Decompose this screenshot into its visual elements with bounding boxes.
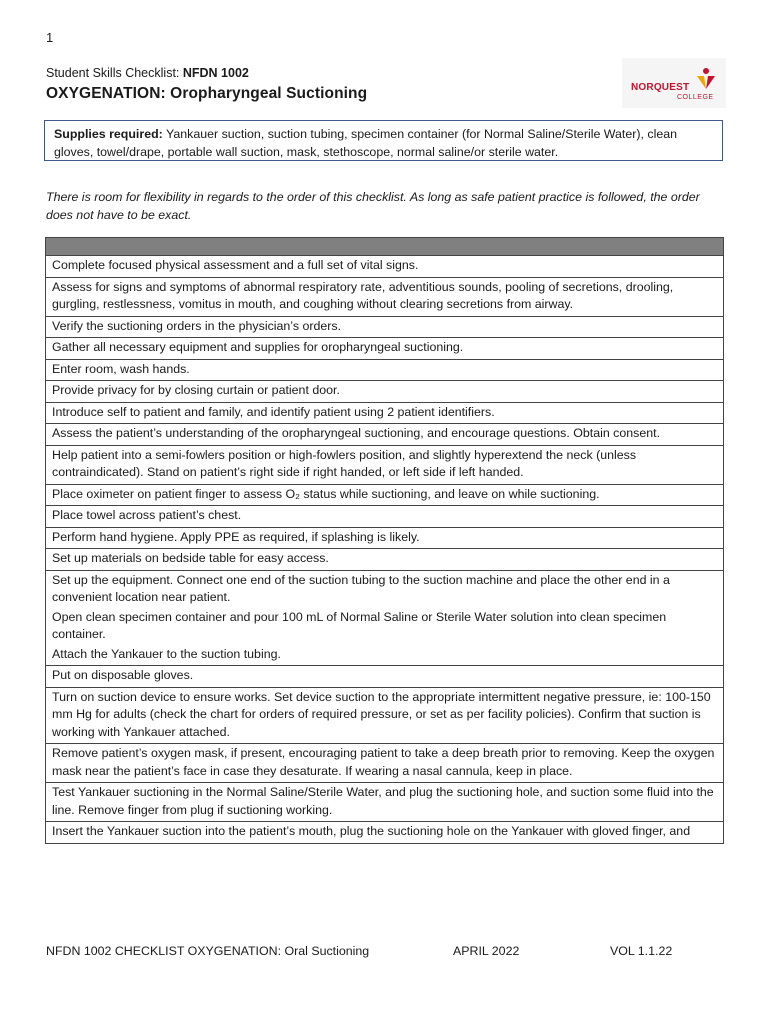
- supplies-text: Yankauer suction, suction tubing, specimen container (for Normal Saline/Sterile Water), clean gloves, towel/drape, portable wall suction, mask, stethoscope, normal saline/or sterile water.: [54, 127, 678, 159]
- logo-mark-icon: [694, 67, 718, 93]
- checklist-header-bar: [46, 238, 723, 256]
- checklist-row: Help patient into a semi-fowlers position or high-fowlers position, and slightly hyperextend the neck (unless contraindicated). Stand on patient’s right side if right handed, or left side if left handed.: [46, 446, 723, 485]
- supplies-label: Supplies required:: [54, 127, 163, 141]
- logo-subtext: COLLEGE: [677, 94, 714, 101]
- checklist-row: Assess the patient’s understanding of the oropharyngeal suctioning, and encourage questions. Obtain consent.: [46, 424, 723, 446]
- checklist-row: Remove patient’s oxygen mask, if present, encouraging patient to take a deep breath prior to removing. Keep the oxygen mask near the patient’s face in case they desaturate. If wearing a nasal cannula, keep in place.: [46, 744, 723, 783]
- checklist-row: Gather all necessary equipment and supplies for oropharyngeal suctioning.: [46, 338, 723, 360]
- footer-document-name: NFDN 1002 CHECKLIST OXYGENATION: Oral Suctioning: [46, 944, 370, 958]
- checklist-row: Open clean specimen container and pour 100 mL of Normal Saline or Sterile Water solution into clean specimen container.: [52, 609, 667, 641]
- logo-text: NORQUEST: [631, 82, 690, 93]
- checklist-row: Place towel across patient’s chest.: [46, 506, 723, 528]
- page-number: 1: [46, 30, 54, 45]
- checklist-row: Put on disposable gloves.: [46, 666, 723, 688]
- footer-date: APRIL 2022: [453, 944, 520, 958]
- checklist-row: Complete focused physical assessment and a full set of vital signs.: [46, 256, 723, 278]
- college-logo: [622, 58, 726, 108]
- checklist-row: Assess for signs and symptoms of abnormal respiratory rate, adventitious sounds, pooling of secretions, drooling, gurgling, restlessness, vomitus in mouth, and coughing without clearing secretions from airway.: [46, 278, 723, 317]
- checklist-row: Perform hand hygiene. Apply PPE as required, if splashing is likely.: [46, 528, 723, 550]
- checklist-row: Introduce self to patient and family, and identify patient using 2 patient identifiers.: [46, 403, 723, 425]
- checklist-row: Insert the Yankauer suction into the patient’s mouth, plug the suctioning hole on the Yankauer with gloved finger, and: [46, 822, 723, 844]
- subtitle-prefix: Student Skills Checklist:: [46, 66, 183, 80]
- flexibility-note: There is room for flexibility in regards to the order of this checklist. As long as safe patient practice is followed, the order does not have to be exact.: [46, 190, 700, 222]
- checklist-row: Set up the equipment. Connect one end of the suction tubing to the suction machine and place the other end in a convenient location near patient.: [52, 572, 670, 604]
- checklist-row: Place oximeter on patient finger to assess O₂ status while suctioning, and leave on while suctioning.: [46, 485, 723, 507]
- checklist-subtitle: [46, 66, 249, 80]
- checklist-row: Turn on suction device to ensure works. Set device suction to the appropriate intermittent negative pressure, ie: 100-150 mm Hg for adults (check the chart for orders of required pressure, or set as per facility policies). Confirm that suction is working with Yankauer attached.: [46, 688, 723, 745]
- footer-version: VOL 1.1.22: [610, 944, 673, 958]
- checklist-row: Test Yankauer suctioning in the Normal Saline/Sterile Water, and plug the suctioning hole, and suction some fluid into the line. Remove finger from plug if suctioning working.: [46, 783, 723, 822]
- checklist-row: Enter room, wash hands.: [46, 360, 723, 382]
- checklist-row: Set up materials on bedside table for easy access.: [46, 549, 723, 571]
- supplies-box: [44, 120, 723, 161]
- checklist-row: Attach the Yankauer to the suction tubing.: [46, 645, 723, 667]
- skills-checklist-table: [45, 237, 724, 844]
- course-code: NFDN 1002: [182, 66, 249, 80]
- checklist-row: Provide privacy for by closing curtain or patient door.: [46, 381, 723, 403]
- page-title: OXYGENATION: Oropharyngeal Suctioning: [46, 85, 368, 102]
- checklist-row: Verify the suctioning orders in the physician’s orders.: [46, 317, 723, 339]
